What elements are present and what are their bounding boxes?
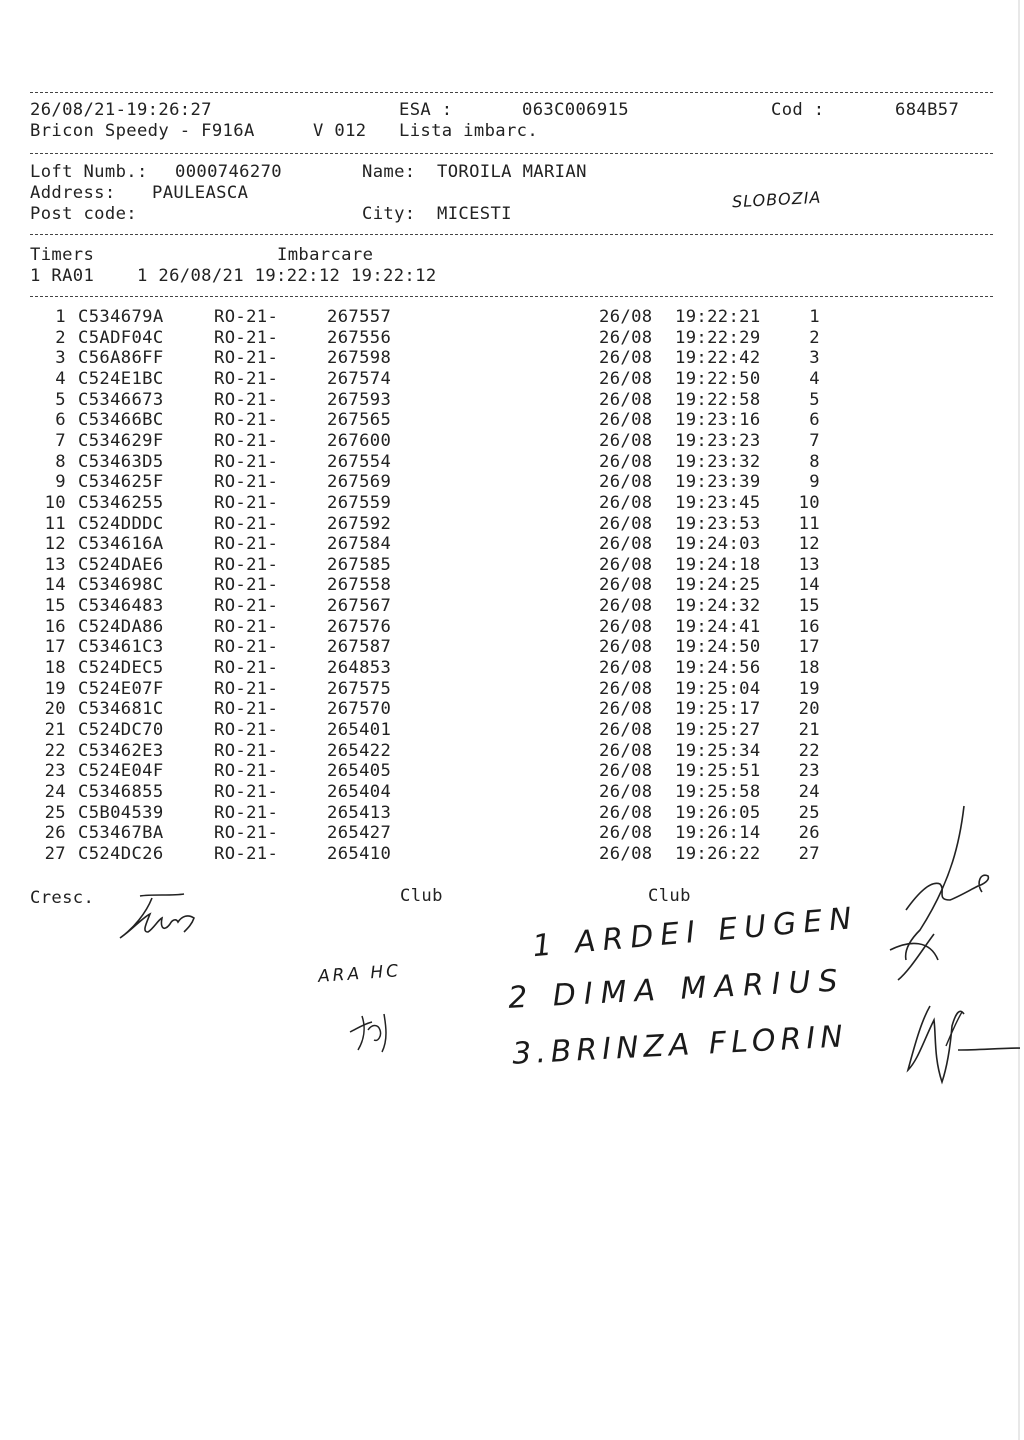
table-row <box>0 679 1024 700</box>
separator-timers <box>30 296 993 297</box>
arrival-time: 19:24:03 <box>675 534 761 555</box>
ring-prefix: RO-21- <box>214 492 279 513</box>
table-row <box>0 431 1024 452</box>
row-index: 19 <box>44 678 66 699</box>
arrival-date: 26/08 <box>599 368 653 389</box>
name-label: Name: <box>362 162 416 182</box>
arrival-time: 19:23:53 <box>675 513 761 534</box>
ring-prefix: RO-21- <box>214 658 279 679</box>
arrival-rank: 20 <box>798 699 820 720</box>
cresc-signature <box>112 888 212 948</box>
row-index: 14 <box>44 575 66 596</box>
ring-prefix: RO-21- <box>214 368 279 389</box>
arrival-rank: 12 <box>798 534 820 555</box>
row-index: 27 <box>44 843 66 864</box>
chip-id: C53461C3 <box>78 637 164 658</box>
chip-id: C56A86FF <box>78 348 164 369</box>
separator-header <box>30 153 993 154</box>
separator-top <box>30 92 993 93</box>
arrival-rank: 21 <box>798 720 820 740</box>
handwritten-name-3: 3.BRINZA FLORIN <box>511 1019 849 1072</box>
ring-prefix: RO-21- <box>214 430 279 451</box>
table-row <box>0 328 1024 349</box>
arrival-time: 19:22:29 <box>675 327 761 348</box>
arrival-rank: 3 <box>809 348 820 369</box>
table-row <box>0 596 1024 617</box>
row-index: 18 <box>44 658 66 679</box>
arrival-rank: 22 <box>798 740 820 761</box>
ring-prefix: RO-21- <box>214 472 279 493</box>
ring-prefix: RO-21- <box>214 802 279 823</box>
arrival-date: 26/08 <box>599 472 653 493</box>
ring-number: 267558 <box>327 575 392 596</box>
table-row <box>0 658 1024 679</box>
row-index: 2 <box>55 327 66 348</box>
ring-prefix: RO-21- <box>214 596 279 617</box>
row-index: 8 <box>55 451 66 472</box>
row-index: 3 <box>55 348 66 369</box>
arrival-rank: 2 <box>809 327 820 348</box>
ring-number: 267593 <box>327 389 392 410</box>
chip-id: C53467BA <box>78 823 164 844</box>
chip-id: C5346673 <box>78 389 164 410</box>
table-row <box>0 617 1024 638</box>
arrival-time: 19:25:27 <box>675 720 761 740</box>
chip-id: C534616A <box>78 534 164 555</box>
chip-id: C534698C <box>78 575 164 596</box>
arrival-time: 19:22:42 <box>675 348 761 369</box>
row-index: 5 <box>55 389 66 410</box>
ring-number: 265401 <box>327 720 392 740</box>
arrival-rank: 24 <box>798 781 820 802</box>
ring-number: 267569 <box>327 472 392 493</box>
postcode-label: Post code: <box>30 204 137 224</box>
arrival-time: 19:25:34 <box>675 740 761 761</box>
club-label-2: Club <box>648 886 691 906</box>
arrival-date: 26/08 <box>599 451 653 472</box>
row-index: 26 <box>44 823 66 844</box>
chip-id: C534681C <box>78 699 164 720</box>
ring-prefix: RO-21- <box>214 327 279 348</box>
row-index: 23 <box>44 761 66 782</box>
city-value: MICESTI <box>437 204 512 224</box>
arrival-date: 26/08 <box>599 823 653 844</box>
ring-prefix: RO-21- <box>214 720 279 740</box>
ring-number: 267565 <box>327 410 392 431</box>
table-row <box>0 534 1024 555</box>
chip-id: C534625F <box>78 472 164 493</box>
esa-label: ESA : <box>399 100 453 120</box>
ring-prefix: RO-21- <box>214 451 279 472</box>
arrival-rank: 5 <box>809 389 820 410</box>
timers-label: Timers <box>30 245 95 265</box>
arrival-rank: 25 <box>798 802 820 823</box>
imbarcare-label: Imbarcare <box>277 245 374 265</box>
table-row <box>0 637 1024 658</box>
chip-id: C5ADF04C <box>78 327 164 348</box>
arrival-date: 26/08 <box>599 307 653 327</box>
ring-prefix: RO-21- <box>214 740 279 761</box>
ring-number: 267600 <box>327 430 392 451</box>
arrival-time: 19:22:50 <box>675 368 761 389</box>
chip-id: C5346483 <box>78 596 164 617</box>
arrival-rank: 26 <box>798 823 820 844</box>
arrival-date: 26/08 <box>599 616 653 637</box>
row-index: 10 <box>44 492 66 513</box>
ring-number: 267554 <box>327 451 392 472</box>
arrival-time: 19:23:32 <box>675 451 761 472</box>
ring-number: 267559 <box>327 492 392 513</box>
arrival-time: 19:23:16 <box>675 410 761 431</box>
chip-id: C524DC26 <box>78 843 164 864</box>
ring-prefix: RO-21- <box>214 616 279 637</box>
arrival-time: 19:24:18 <box>675 554 761 575</box>
arrival-time: 19:25:17 <box>675 699 761 720</box>
chip-id: C524DC70 <box>78 720 164 740</box>
separator-loft <box>30 234 993 235</box>
arrival-rank: 4 <box>809 368 820 389</box>
esa-value: 063C006915 <box>522 100 629 120</box>
chip-id: C5346855 <box>78 781 164 802</box>
arrival-date: 26/08 <box>599 492 653 513</box>
row-index: 15 <box>44 596 66 617</box>
chip-id: C524E04F <box>78 761 164 782</box>
ring-prefix: RO-21- <box>214 678 279 699</box>
chip-id: C53463D5 <box>78 451 164 472</box>
loft-number-label: Loft Numb.: <box>30 162 148 182</box>
list-title: Lista imbarc. <box>399 121 539 141</box>
arrival-date: 26/08 <box>599 348 653 369</box>
arrival-date: 26/08 <box>599 740 653 761</box>
handwritten-name-2: 2 DIMA MARIUS <box>507 963 847 1016</box>
chip-id: C53466BC <box>78 410 164 431</box>
arrival-rank: 27 <box>798 843 820 864</box>
arrival-time: 19:23:23 <box>675 430 761 451</box>
ring-prefix: RO-21- <box>214 699 279 720</box>
ring-prefix: RO-21- <box>214 761 279 782</box>
arrival-date: 26/08 <box>599 802 653 823</box>
table-row <box>0 699 1024 720</box>
table-row <box>0 307 1024 328</box>
row-index: 24 <box>44 781 66 802</box>
ring-prefix: RO-21- <box>214 534 279 555</box>
ring-number: 267574 <box>327 368 392 389</box>
arrival-date: 26/08 <box>599 554 653 575</box>
arrival-time: 19:23:45 <box>675 492 761 513</box>
arrival-rank: 16 <box>798 616 820 637</box>
cresc-label: Cresc. <box>30 888 95 908</box>
chip-id: C524DAE6 <box>78 554 164 575</box>
row-index: 11 <box>44 513 66 534</box>
handwritten-name-1: 1 ARDEI EUGEN <box>531 900 860 965</box>
cod-value: 684B57 <box>895 100 960 120</box>
table-row <box>0 514 1024 535</box>
table-row <box>0 493 1024 514</box>
row-index: 7 <box>55 430 66 451</box>
table-row <box>0 452 1024 473</box>
arrival-date: 26/08 <box>599 534 653 555</box>
arrival-date: 26/08 <box>599 658 653 679</box>
chip-id: C5346255 <box>78 492 164 513</box>
row-index: 17 <box>44 637 66 658</box>
city-label: City: <box>362 204 416 224</box>
club-signature <box>344 1006 404 1056</box>
arrival-date: 26/08 <box>599 678 653 699</box>
arrival-date: 26/08 <box>599 843 653 864</box>
ring-number: 265410 <box>327 843 392 864</box>
arrival-rank: 10 <box>798 492 820 513</box>
ring-prefix: RO-21- <box>214 410 279 431</box>
club-label-1: Club <box>400 886 443 906</box>
row-index: 22 <box>44 740 66 761</box>
ring-number: 267576 <box>327 616 392 637</box>
row-index: 20 <box>44 699 66 720</box>
arrival-time: 19:25:04 <box>675 678 761 699</box>
arrival-rank: 7 <box>809 430 820 451</box>
cod-label: Cod : <box>771 100 825 120</box>
chip-id: C5B04539 <box>78 802 164 823</box>
table-row <box>0 410 1024 431</box>
arrival-date: 26/08 <box>599 410 653 431</box>
witness-signature <box>860 800 1020 1100</box>
table-row <box>0 390 1024 411</box>
arrival-time: 19:26:22 <box>675 843 761 864</box>
loft-number: 0000746270 <box>175 162 282 182</box>
arrival-time: 19:23:39 <box>675 472 761 493</box>
arrival-rank: 9 <box>809 472 820 493</box>
arrival-time: 19:24:56 <box>675 658 761 679</box>
arrival-time: 19:24:41 <box>675 616 761 637</box>
ring-number: 267584 <box>327 534 392 555</box>
row-index: 12 <box>44 534 66 555</box>
arrival-date: 26/08 <box>599 430 653 451</box>
ring-number: 264853 <box>327 658 392 679</box>
arrival-date: 26/08 <box>599 327 653 348</box>
chip-id: C524E1BC <box>78 368 164 389</box>
device-name: Bricon Speedy - F916A <box>30 121 255 141</box>
ring-number: 265404 <box>327 781 392 802</box>
ring-number: 267575 <box>327 678 392 699</box>
table-row <box>0 555 1024 576</box>
arrival-rank: 23 <box>798 761 820 782</box>
arrival-time: 19:25:58 <box>675 781 761 802</box>
ring-number: 267587 <box>327 637 392 658</box>
address-value: PAULEASCA <box>152 183 249 203</box>
row-index: 9 <box>55 472 66 493</box>
timer-line: 1 RA01 1 26/08/21 19:22:12 19:22:12 <box>30 266 437 286</box>
ring-prefix: RO-21- <box>214 554 279 575</box>
arrival-date: 26/08 <box>599 575 653 596</box>
arrival-date: 26/08 <box>599 637 653 658</box>
arrival-date: 26/08 <box>599 761 653 782</box>
handwritten-club-note: ARA HC <box>317 961 402 987</box>
arrival-rank: 17 <box>798 637 820 658</box>
ring-prefix: RO-21- <box>214 307 279 327</box>
arrival-time: 19:24:50 <box>675 637 761 658</box>
chip-id: C524DEC5 <box>78 658 164 679</box>
arrival-date: 26/08 <box>599 389 653 410</box>
arrival-time: 19:24:25 <box>675 575 761 596</box>
ring-number: 267585 <box>327 554 392 575</box>
device-version: V 012 <box>313 121 367 141</box>
address-label: Address: <box>30 183 116 203</box>
arrival-date: 26/08 <box>599 781 653 802</box>
arrival-rank: 6 <box>809 410 820 431</box>
table-row <box>0 575 1024 596</box>
arrival-rank: 14 <box>798 575 820 596</box>
arrival-date: 26/08 <box>599 720 653 740</box>
arrival-rank: 18 <box>798 658 820 679</box>
arrival-rank: 19 <box>798 678 820 699</box>
ring-number: 267556 <box>327 327 392 348</box>
arrival-date: 26/08 <box>599 513 653 534</box>
row-index: 4 <box>55 368 66 389</box>
arrival-rank: 11 <box>798 513 820 534</box>
ring-number: 265413 <box>327 802 392 823</box>
ring-prefix: RO-21- <box>214 823 279 844</box>
handwritten-city-note: SLOBOZIA <box>731 187 822 212</box>
chip-id: C534629F <box>78 430 164 451</box>
row-index: 1 <box>55 307 66 327</box>
table-row <box>0 761 1024 782</box>
row-index: 21 <box>44 720 66 740</box>
arrival-rank: 15 <box>798 596 820 617</box>
row-index: 13 <box>44 554 66 575</box>
table-row <box>0 720 1024 741</box>
arrival-time: 19:26:05 <box>675 802 761 823</box>
ring-prefix: RO-21- <box>214 781 279 802</box>
row-index: 16 <box>44 616 66 637</box>
table-row <box>0 348 1024 369</box>
table-row <box>0 369 1024 390</box>
arrival-time: 19:25:51 <box>675 761 761 782</box>
ring-prefix: RO-21- <box>214 843 279 864</box>
arrival-time: 19:22:21 <box>675 307 761 327</box>
chip-id: C524DA86 <box>78 616 164 637</box>
chip-id: C524DDDC <box>78 513 164 534</box>
arrival-time: 19:26:14 <box>675 823 761 844</box>
chip-id: C53462E3 <box>78 740 164 761</box>
ring-prefix: RO-21- <box>214 389 279 410</box>
ring-prefix: RO-21- <box>214 575 279 596</box>
ring-prefix: RO-21- <box>214 348 279 369</box>
ring-number: 267570 <box>327 699 392 720</box>
arrival-date: 26/08 <box>599 699 653 720</box>
ring-number: 267567 <box>327 596 392 617</box>
report-timestamp: 26/08/21-19:26:27 <box>30 100 212 120</box>
fancier-name: TOROILA MARIAN <box>437 162 587 182</box>
row-index: 6 <box>55 410 66 431</box>
ring-number: 265405 <box>327 761 392 782</box>
ring-number: 267557 <box>327 307 392 327</box>
chip-id: C534679A <box>78 307 164 327</box>
ring-prefix: RO-21- <box>214 637 279 658</box>
arrival-time: 19:24:32 <box>675 596 761 617</box>
ring-number: 265422 <box>327 740 392 761</box>
arrival-date: 26/08 <box>599 596 653 617</box>
arrival-rank: 8 <box>809 451 820 472</box>
arrival-time: 19:22:58 <box>675 389 761 410</box>
ring-number: 267592 <box>327 513 392 534</box>
row-index: 25 <box>44 802 66 823</box>
ring-number: 267598 <box>327 348 392 369</box>
table-row <box>0 472 1024 493</box>
ring-prefix: RO-21- <box>214 513 279 534</box>
arrival-rank: 13 <box>798 554 820 575</box>
chip-id: C524E07F <box>78 678 164 699</box>
table-row <box>0 741 1024 762</box>
arrival-rank: 1 <box>809 307 820 327</box>
ring-number: 265427 <box>327 823 392 844</box>
